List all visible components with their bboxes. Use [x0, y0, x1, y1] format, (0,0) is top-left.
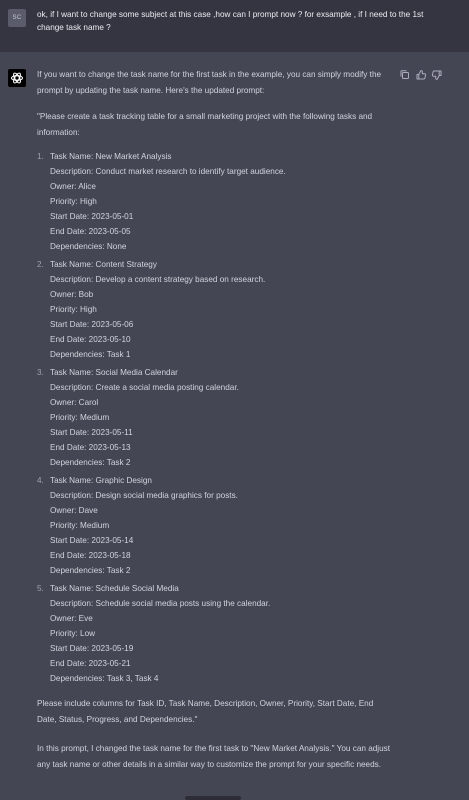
copy-icon[interactable]	[399, 68, 411, 80]
task-item	[37, 581, 394, 689]
task-number: 5.	[37, 584, 44, 593]
task-item	[37, 473, 394, 581]
task-start-date: Start Date: 2023-05-14	[50, 536, 134, 545]
task-priority: Priority: Medium	[50, 521, 110, 530]
task-item	[37, 257, 394, 365]
task-description: Description: Develop a content strategy based on research.	[50, 275, 266, 284]
task-item	[37, 365, 394, 473]
task-name: Task Name: Graphic Design	[50, 476, 152, 485]
task-priority: Priority: Low	[50, 629, 96, 638]
user-message	[0, 0, 469, 52]
task-owner: Owner: Alice	[50, 182, 96, 191]
scroll-to-bottom-handle[interactable]	[185, 796, 241, 800]
task-name: Task Name: New Market Analysis	[50, 152, 172, 161]
task-dependencies: Dependencies: Task 2	[50, 458, 131, 467]
task-end-date: End Date: 2023-05-18	[50, 551, 131, 560]
user-message-text: ok, if I want to change some subject at this case ,how can I prompt now ? for exsample , if I need to the 1st change task name ?	[37, 10, 424, 32]
task-owner: Owner: Bob	[50, 290, 94, 299]
task-item	[37, 149, 394, 257]
task-name: Task Name: Content Strategy	[50, 260, 157, 269]
user-avatar: SC	[8, 9, 26, 27]
reply-paragraph-columns: Please include columns for Task ID, Task Name, Description, Owner, Priority, Start Date, End Date, Status, Progress, and Dependencies."	[37, 699, 374, 724]
task-number: 2.	[37, 260, 44, 269]
task-name: Task Name: Social Media Calendar	[50, 368, 178, 377]
task-end-date: End Date: 2023-05-10	[50, 335, 131, 344]
thumbs-up-icon[interactable]	[415, 68, 427, 80]
task-dependencies: Dependencies: Task 2	[50, 566, 131, 575]
task-owner: Owner: Dave	[50, 506, 98, 515]
task-description: Description: Design social media graphics for posts.	[50, 491, 238, 500]
openai-logo-icon	[8, 69, 26, 87]
task-number: 1.	[37, 152, 44, 161]
task-priority: Priority: High	[50, 305, 97, 314]
task-priority: Priority: High	[50, 197, 97, 206]
task-number: 3.	[37, 368, 44, 377]
reply-paragraph-closing: In this prompt, I changed the task name for the first task to "New Market Analysis." You can adjust any task name or other details in a similar way to customize the prompt for your specific needs.	[37, 744, 391, 769]
reply-paragraph-prompt-start: "Please create a task tracking table for a small marketing project with the following tasks and information:	[37, 112, 373, 137]
task-list	[37, 149, 394, 689]
task-end-date: End Date: 2023-05-13	[50, 443, 131, 452]
task-start-date: Start Date: 2023-05-11	[50, 428, 133, 437]
reply-paragraph-intro: If you want to change the task name for the first task in the example, you can simply modify the prompt by updating the task name. Here's the updated prompt:	[37, 70, 382, 95]
message-actions	[399, 68, 447, 80]
task-owner: Owner: Carol	[50, 398, 99, 407]
task-dependencies: Dependencies: Task 1	[50, 350, 131, 359]
task-end-date: End Date: 2023-05-21	[50, 659, 131, 668]
task-number: 4.	[37, 476, 44, 485]
task-start-date: Start Date: 2023-05-19	[50, 644, 134, 653]
task-description: Description: Conduct market research to identify target audience.	[50, 167, 286, 176]
task-start-date: Start Date: 2023-05-01	[50, 212, 134, 221]
thumbs-down-icon[interactable]	[431, 68, 443, 80]
task-dependencies: Dependencies: None	[50, 242, 127, 251]
task-description: Description: Schedule social media posts using the calendar.	[50, 599, 271, 608]
task-name: Task Name: Schedule Social Media	[50, 584, 179, 593]
task-end-date: End Date: 2023-05-05	[50, 227, 131, 236]
task-start-date: Start Date: 2023-05-06	[50, 320, 134, 329]
task-dependencies: Dependencies: Task 3, Task 4	[50, 674, 159, 683]
task-description: Description: Create a social media posting calendar.	[50, 383, 239, 392]
task-owner: Owner: Eve	[50, 614, 93, 623]
task-priority: Priority: Medium	[50, 413, 110, 422]
